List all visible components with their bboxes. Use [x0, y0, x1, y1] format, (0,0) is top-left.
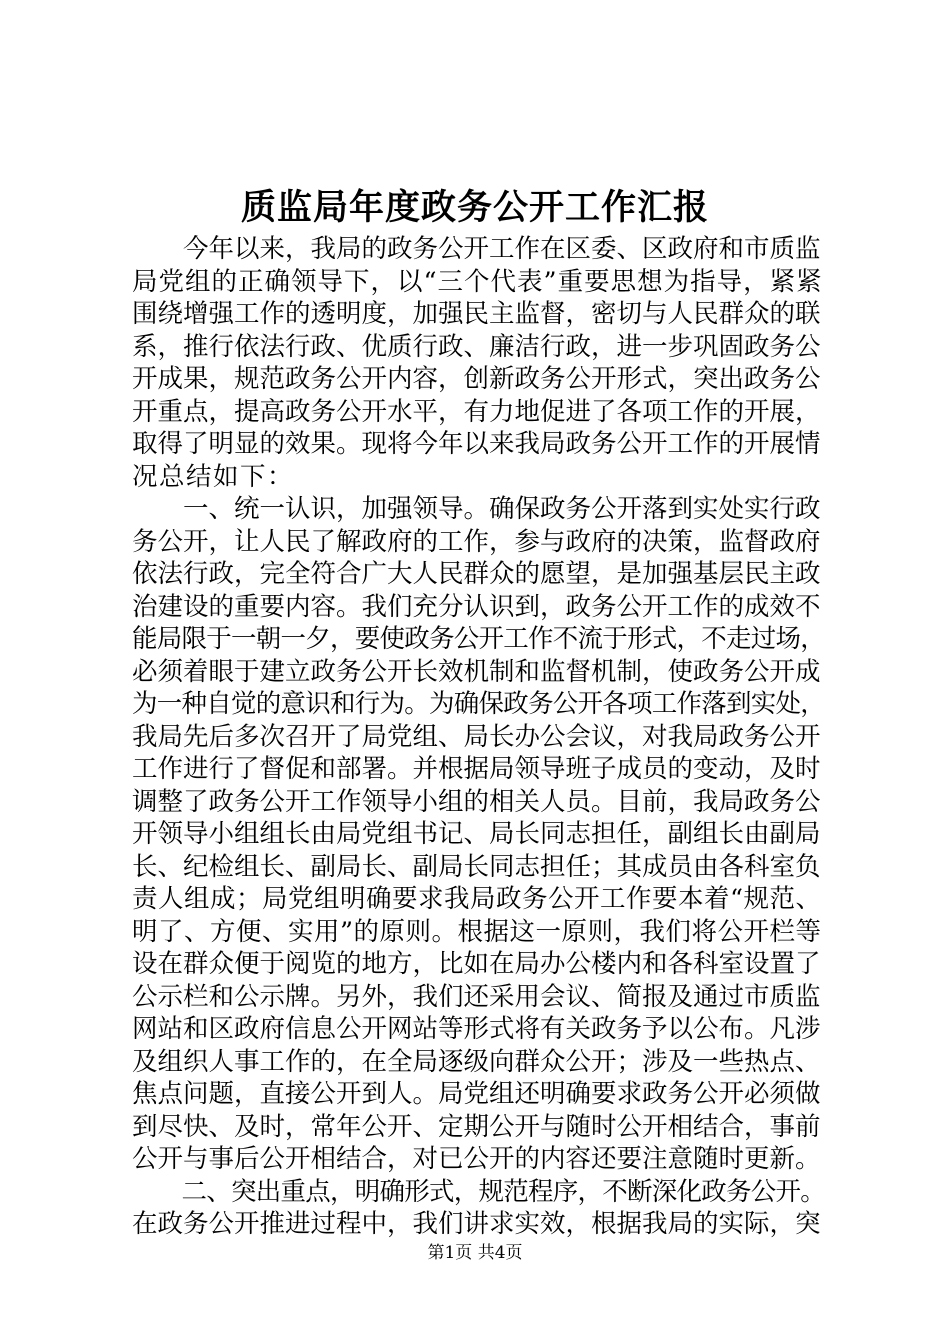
text-line: 二、突出重点，明确形式，规范程序，不断深化政务公开。	[132, 1176, 826, 1207]
text-line: 局党组的正确领导下，以“三个代表”重要思想为指导，紧紧	[132, 266, 823, 297]
text-line: 长、纪检组长、副局长、副局长同志担任；其成员由各科室负	[132, 851, 821, 882]
text-line: 况总结如下：	[132, 461, 295, 492]
document-body	[132, 233, 826, 1241]
text-line: 必须着眼于建立政务公开长效机制和监督机制，使政务公开成	[132, 656, 821, 687]
text-line: 依法行政，完全符合广大人民群众的愿望，是加强基层民主政	[132, 559, 821, 589]
text-line: 治建设的重要内容。我们充分认识到，政务公开工作的成效不	[132, 591, 821, 622]
text-line: 今年以来，我局的政务公开工作在区委、区政府和市质监	[132, 234, 821, 264]
text-line: 系，推行依法行政、优质行政、廉洁行政，进一步巩固政务公	[132, 331, 821, 362]
page-footer: 第1页 共4页	[427, 1243, 523, 1263]
text-line: 及组织人事工作的，在全局逐级向群众公开；涉及一些热点、	[132, 1046, 821, 1077]
text-line: 取得了明显的效果。现将今年以来我局政务公开工作的开展情	[132, 429, 821, 459]
text-line: 工作进行了督促和部署。并根据局领导班子成员的变动，及时	[132, 754, 821, 784]
document-title: 质监局年度政务公开工作汇报	[240, 187, 709, 228]
text-line: 网站和区政府信息公开网站等形式将有关政务予以公布。凡涉	[132, 1014, 821, 1044]
text-line: 围绕增强工作的透明度，加强民主监督，密切与人民群众的联	[132, 299, 821, 329]
text-line: 开重点，提高政务公开水平，有力地促进了各项工作的开展，	[132, 396, 821, 427]
text-line: 为一种自觉的意识和行为。为确保政务公开各项工作落到实处，	[132, 689, 826, 719]
text-line: 能局限于一朝一夕，要使政务公开工作不流于形式，不走过场，	[132, 624, 826, 654]
text-line: 开成果，规范政务公开内容，创新政务公开形式，突出政务公	[132, 364, 821, 394]
text-line: 我局先后多次召开了局党组、局长办公会议，对我局政务公开	[132, 721, 821, 752]
text-line: 设在群众便于阅览的地方，比如在局办公楼内和各科室设置了	[132, 949, 821, 979]
text-line: 开领导小组组长由局党组书记、局长同志担任，副组长由副局	[132, 819, 821, 849]
text-line: 在政务公开推进过程中，我们讲求实效，根据我局的实际，突	[132, 1209, 821, 1239]
text-line: 一、统一认识，加强领导。确保政务公开落到实处实行政	[132, 494, 821, 524]
text-line: 焦点问题，直接公开到人。局党组还明确要求政务公开必须做	[132, 1079, 821, 1109]
text-line: 公示栏和公示牌。另外，我们还采用会议、简报及通过市质监	[132, 981, 821, 1012]
text-line: 责人组成；局党组明确要求我局政务公开工作要本着“规范、	[132, 884, 822, 914]
text-line: 调整了政务公开工作领导小组的相关人员。目前，我局政务公	[132, 786, 821, 817]
text-line: 公开与事后公开相结合，对已公开的内容还要注意随时更新。	[132, 1144, 821, 1174]
text-line: 到尽快、及时，常年公开、定期公开与随时公开相结合，事前	[132, 1111, 821, 1142]
text-line: 务公开，让人民了解政府的工作，参与政府的决策，监督政府	[132, 526, 821, 557]
text-line: 明了、方便、实用”的原则。根据这一原则，我们将公开栏等	[132, 916, 822, 947]
